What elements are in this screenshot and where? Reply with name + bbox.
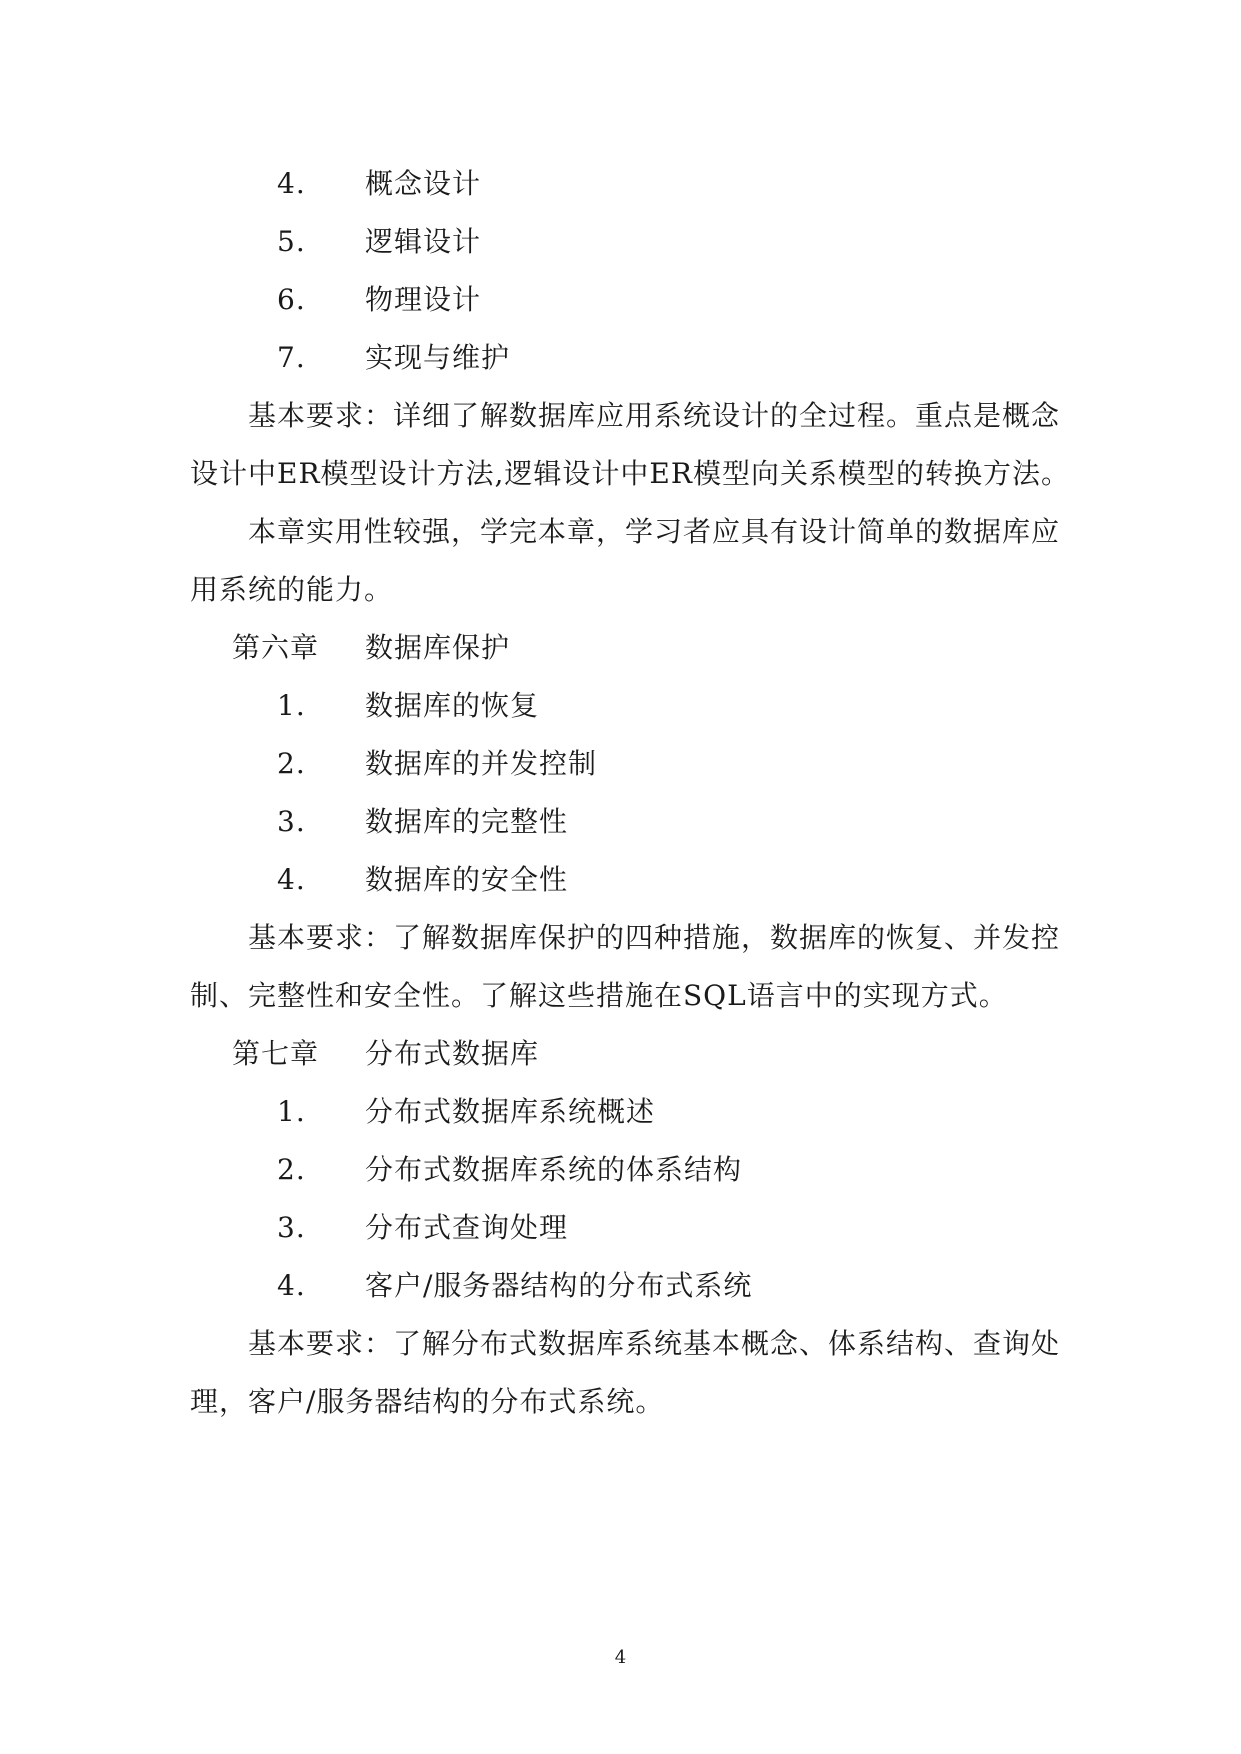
- item-text: 分布式查询处理: [365, 1211, 569, 1244]
- chapter-label: 第六章: [232, 631, 320, 664]
- item-text: 分布式数据库系统概述: [365, 1095, 656, 1128]
- paragraph-line: 本章实用性较强，学完本章，学习者应具有设计简单的数据库应: [190, 515, 1061, 548]
- item-text: 数据库的完整性: [365, 805, 569, 838]
- item-text: 数据库的并发控制: [365, 747, 598, 780]
- item-number: 3.: [277, 1211, 306, 1244]
- item-number: 7.: [277, 341, 306, 374]
- page-number: 4: [614, 1647, 627, 1668]
- paragraph-line: 制、完整性和安全性。了解这些措施在SQL语言中的实现方式。: [190, 979, 1008, 1012]
- chapter-label: 第七章: [232, 1037, 320, 1070]
- item-text: 分布式数据库系统的体系结构: [365, 1153, 743, 1186]
- item-text: 概念设计: [365, 167, 482, 200]
- chapter-title: 分布式数据库: [365, 1037, 540, 1070]
- item-text: 物理设计: [365, 283, 482, 316]
- item-number: 3.: [277, 805, 306, 838]
- item-text: 客户/服务器结构的分布式系统: [365, 1269, 753, 1302]
- paragraph-line: 基本要求：了解数据库保护的四种措施，数据库的恢复、并发控: [190, 921, 1061, 954]
- item-number: 5.: [277, 225, 306, 258]
- item-text: 实现与维护: [365, 341, 511, 374]
- item-number: 6.: [277, 283, 306, 316]
- item-text: 逻辑设计: [365, 225, 482, 258]
- paragraph-line: 用系统的能力。: [190, 573, 394, 606]
- item-number: 1.: [277, 1095, 306, 1128]
- item-text: 数据库的恢复: [365, 689, 540, 722]
- paragraph-line: 基本要求：详细了解数据库应用系统设计的全过程。重点是概念: [190, 399, 1061, 432]
- paragraph-line: 设计中ER模型设计方法,逻辑设计中ER模型向关系模型的转换方法。: [190, 457, 1070, 490]
- item-text: 数据库的安全性: [365, 863, 569, 896]
- item-number: 1.: [277, 689, 306, 722]
- item-number: 4.: [277, 863, 306, 896]
- item-number: 2.: [277, 1153, 306, 1186]
- item-number: 2.: [277, 747, 306, 780]
- paragraph-line: 理，客户/服务器结构的分布式系统。: [190, 1385, 665, 1418]
- paragraph-line: 基本要求：了解分布式数据库系统基本概念、体系结构、查询处: [190, 1327, 1061, 1360]
- chapter-title: 数据库保护: [365, 631, 511, 664]
- item-number: 4.: [277, 167, 306, 200]
- item-number: 4.: [277, 1269, 306, 1302]
